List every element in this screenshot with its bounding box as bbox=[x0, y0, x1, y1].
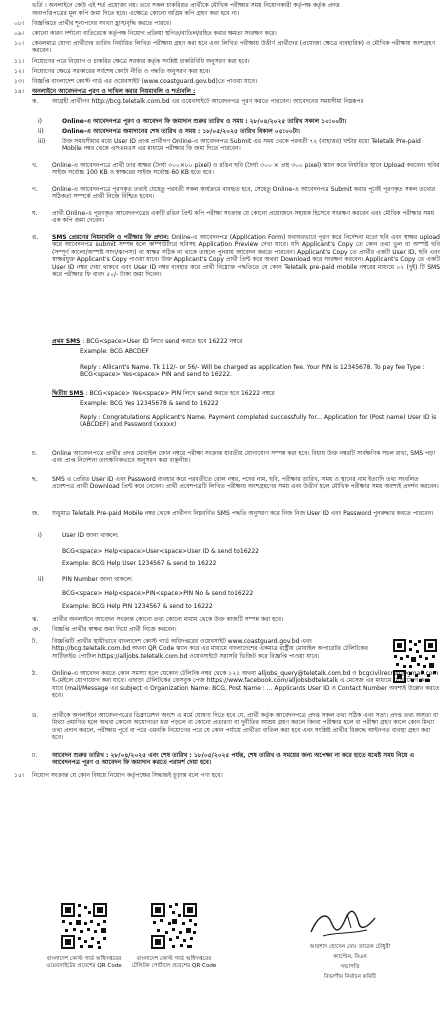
final-decision-line: নিয়োগ সংক্রান্ত যে কোন বিষয়ে নিয়োগ কর্তৃপক্ষের সিদ্ধান্তই চূড়ান্ত বলে গণ্য হবে। bbox=[32, 772, 223, 779]
sms-2-example: Example: BCG Yes 12345678 & send to 16222 bbox=[80, 400, 219, 407]
info-accuracy-line: Online-এ আবেদনপত্রে পূরণকৃত তথ্যই যেহেতু পরবর্তী সকল কার্যক্রমে ব্যবহৃত হবে, সেহেতু Online-এ আবেদনপত্র Submit করার পূর্বেই পূরণকৃত সকল তথ্যের সঠিকতা সম্পর্কে প্রার্থী নিজে নিশ্চিত হবেন। bbox=[52, 186, 436, 201]
helpline-line: Online-এ আবেদন করতে কোন সমস্যা হলে যেকোন টেলিটক নম্বর থেকে ১২১ অথবা alljobs_query@teletalk.com.bd ও bcgcivilrecruit@gmail.com ই-মেইলে যোগাযোগ করা যাবে। এছাড়া টেলিটকের ফেসবুক পেজ https://www.facebook.com/alljobsbdteletalk এ মেসেজ এর মাধ্যমে যোগাযোগ করা যাবে (mail/Message এর subject এ Organization Name: BCG, Post Name : ... Applicants User ID ও Contact Number অবশ্যই উল্লেখ করতে হবে। bbox=[52, 670, 440, 700]
sms-2-cmd: : BCG<space> Yes<space> PIN লিখে send করতে হবে 16222 নম্বরে bbox=[85, 390, 275, 397]
roman-i: i) bbox=[38, 118, 43, 125]
sub-label-gha: ঘ. bbox=[32, 210, 38, 217]
qr-code-teletalk bbox=[150, 902, 198, 950]
sub-label-ca: চ. bbox=[32, 450, 38, 457]
pin-title: PIN Number জানা থাকলে: bbox=[62, 576, 133, 583]
item-a-intro: আগ্রহী প্রার্থীগণ http://bcg.teletalk.com.bd এর ওয়েবসাইটে আবেদনপত্র পূরণ করতে পারবেন। আবেদনের সময়সীমা নিম্নরূপঃ bbox=[52, 98, 364, 105]
item-number-14: ১৪। bbox=[14, 88, 24, 95]
pin-cmd: BCG<space> Help<space>PIN<space>PIN No & send to16222 bbox=[62, 590, 254, 597]
item-number: ১৩। bbox=[14, 78, 24, 85]
declaration-line: প্রার্থীকে অনলাইনে আবেদনপত্রের ডিক্লারেশন অংশে এ মর্মে ঘোষণা দিতে হবে যে, প্রার্থী কর্তৃক আবেদনপত্রে প্রদত্ত সকল তথ্য সঠিক এবং সত্য। প্রদত্ত তথ্য অসত্য বা মিথ্যা প্রমাণিত হলে অথবা কোনো অযোগ্যতা ধরা পড়লে বা কোনো প্রতারণা বা দুর্নীতির আশ্রয় গ্রহণ করলে কিংবা পরীক্ষার হলে বা পরীক্ষা গ্রহণ কালে কোন মিথ্যা তথ্য প্রদান করলে, পরীক্ষার পূর্বে বা পরে এমনকি নিয়োগের পরে যে কোন পর্যায়ে প্রার্থীতা বাতিল করা হবে এবং সংশ্লিষ্ট প্রার্থীর বিরুদ্ধে আইনগত ব্যবস্থা গ্রহণ করা হবে। bbox=[52, 712, 439, 742]
sms-1-label: প্রথম SMS bbox=[52, 338, 81, 345]
roman-ii-b: ii) bbox=[38, 576, 44, 583]
top-line-7: বিজ্ঞপ্তি বাংলাদেশ কোস্ট গার্ড এর ওয়েবসাইট (www.coastguard.gov.bd)তে পাওয়া যাবে। bbox=[32, 78, 258, 85]
roman-iii: iii) bbox=[38, 138, 46, 145]
top-line-6: নিয়োগের ক্ষেত্রে সরকারের সর্বশেষ কোটা নীতি ও পদ্ধতি অনুসরণ করা হবে। bbox=[32, 68, 211, 75]
sms-2-reply: Reply : Congratulations Applicant's Name. Payment completed successfully for... Application for (Post name) User ID is (ABCDEF) and Password (xxxxx) bbox=[80, 414, 437, 429]
info-line-jha: প্রার্থীর অনলাইনে আবেদন সংক্রান্ত কোনো তথ্য কোনো মাধ্যম থেকে উক্ত কাজটি সম্পন্ন করা হবে। bbox=[52, 616, 284, 623]
sub-label-ta: ট. bbox=[32, 638, 38, 645]
sub-label-ka: ক. bbox=[32, 98, 39, 105]
top-line-4: কেবলমাত্র যোগ্য প্রার্থীদের তারিখ নির্ধারিত লিখিত পরীক্ষায় গ্রহণ করা হবে এবং লিখিত পরীক্ষায় উত্তীর্ণ প্রার্থীদের (প্রযোজ্য ক্ষেত্রে ব্যবহারিক) ও মৌখিক পরীক্ষায় অংশগ্রহণ করবেন। bbox=[32, 40, 436, 55]
pin-example: Example: BCG Help PIN 1234567 & send to 16222 bbox=[62, 603, 213, 610]
signatory-name: আরশাদ হোসেন মোঃ তারেক চৌধুরী bbox=[309, 944, 391, 950]
signatory-committee: বিভাগীয় নির্বাচন কমিটি bbox=[324, 974, 376, 980]
recovery-line: শুধুমাত্র Teletalk Pre-paid Mobile নম্বর থেকে প্রার্থীগণ নিম্নবর্ণিত SMS পদ্ধতি অনুসরণ করে নিজ নিজ User ID এবং Password পুনরুদ্ধার করতে পারবেন। bbox=[52, 510, 434, 517]
sub-label-ja: জ. bbox=[32, 510, 40, 517]
sms-1-example: Example: BCG ABCDEF bbox=[80, 348, 149, 355]
item-number: ১১। bbox=[14, 58, 24, 65]
sub-label-nya: ঞ. bbox=[32, 626, 41, 633]
sms-section bbox=[52, 234, 440, 278]
roman-i-b: i) bbox=[38, 532, 43, 539]
end-date-line: Online-এ আবেদনপত্র জমাদানের শেষ তারিখ ও সময় : ১৮/০৫/২০২৫ তারিখ বিকাল ০৫:০০টা। bbox=[62, 128, 300, 135]
sms-paragraph: Online-এ আবেদনপত্র (Application Form) যথাযথভাবে পূরণ করে নির্দেশনা মতো ছবি এবং স্বাক্ষর upload করে আবেদনপত্র submit সম্পন্ন হলে কম্পিউটারে ছবিসহ Application Preview দেখা যাবে। যদি Applicant's Copy তে কোন তথ্য ভুল বা অস্পষ্ট ছবি (সম্পূর্ণ কালো/অস্পষ্ট সাদা/ঝাপসা) বা স্বাক্ষর সঠিক না থাকে তাহলে পুনরায় আবেদন করতে পারবেন। Applicant's Copy তে প্রার্থীর একটি User ID, ছবি এবং স্বাক্ষরযুক্ত Applicant's Copy পাওয়া যাবে। উক্ত Applicant's Copy প্রার্থী প্রিন্ট করে অথবা Download করে সংরক্ষণ করবেন। Applicant's Copy তে একটি User ID নম্বর দেয়া থাকবে এবং User ID নম্বর ব্যবহার করে প্রার্থী নিম্নোক্ত পদ্ধতিতে যে কোন Teletalk pre-paid mobile নম্বরের মাধ্যমে ০২ (দুই) টি SMS করে পরীক্ষার ফি বাবদ ৫০/- টাকা জমা দিবেন। bbox=[52, 234, 440, 279]
print-copy-line: প্রার্থী Online-এ পূরণকৃত আবেদনপত্রের একটি রঙিন প্রিন্ট কপি পরীক্ষা সংক্রান্ত যে কোনো প্রয়োজনে সহায়ক হিসেবে সংরক্ষণ করবেন এবং মৌখিক পরীক্ষার সময় এক কপি জমা দেবেন। bbox=[52, 210, 435, 225]
top-line-2: বিজ্ঞপ্তিতে প্রার্থীর শূন্যপদের সংখ্যা হ্রাস/বৃদ্ধি করতে পারবে। bbox=[32, 20, 172, 27]
fee-window-line: উক্ত সময়সীমার মধ্যে User ID প্রাপ্ত প্রার্থীগণ Online-এ আবেদনপত্র Submit এর সময় থেকে পরবর্তী ৭২ (বাহাত্তর) ঘন্টার মধ্যে Teletalk Pre-paid Mobile নম্বর থেকে এসএমএস এর মাধ্যমে পরীক্ষার ফি জমা দিতে পারবেন। bbox=[62, 138, 421, 153]
userid-example: Example: BCG Help User 1234567 & send to 16222 bbox=[62, 560, 217, 567]
sub-label-umo: ঙ. bbox=[32, 234, 39, 241]
signatory-role: সভাপতি bbox=[340, 964, 360, 970]
top-line-0: ভর্তি । অনলাইনে কেউ এই শর্ত প্রযোজ্য নয়। তবে সকল চাকরিরত প্রার্থীকে মৌখিক পরীক্ষার সময় নিয়োগকারী কর্তৃপক্ষ কর্তৃক প্রদত্ত bbox=[32, 2, 340, 9]
admit-card-line: SMS এ প্রেরিত User ID এবং Password ব্যবহার করে পরবর্তীতে রোল নম্বর, পদের নাম, ছবি, পরীক্ষার তারিখ, সময় ও স্থানের নাম ইত্যাদি তথ্য সংবলিত প্রবেশপত্র প্রার্থী Download প্রিন্ট করে নেবেন। প্রার্থী প্রবেশপত্রটি লিখিত পরীক্ষায় অংশগ্রহণের সময় এবং উত্তীর্ণ হলে মৌখিক পরীক্ষার সময় অবশ্যই প্রদর্শন করবেন। bbox=[52, 476, 439, 491]
signature bbox=[305, 908, 385, 940]
qr-caption-website: বাংলাদেশ কোস্ট গার্ড অধিদপ্তরের ওয়েবসাইটের প্রবেশের QR Code bbox=[46, 956, 122, 969]
userid-cmd: BCG<space> Help<space>User<space>User ID & send to16222 bbox=[62, 548, 259, 555]
section-14-title: অনলাইনে আবেদনপত্র পূরণ ও দাখিল করার নিয়মাবলি ও শর্তাবলি : bbox=[32, 88, 196, 95]
sms-2-line bbox=[52, 390, 440, 397]
info-line-nya: বিজ্ঞপ্তি প্রার্থীর স্বাক্ষর জমা দিয়ে প্রার্থী নিজে করবেন। bbox=[52, 626, 177, 633]
top-line-5: নিয়োগের পরে নিয়োগ ও চাকরির ক্ষেত্রে সরকার কর্তৃক সংশ্লিষ্ট চাকরিবিধি অনুসরণ করা হবে। bbox=[32, 58, 250, 65]
mobile-contact-line: Online আবেদনপত্রে প্রার্থীর প্রদত্ত মোবাইল ফোন নম্বরে পরীক্ষা সংক্রান্ত যাবতীয় যোগাযোগ সম্পন্ন করা হবে। বিধায় উক্ত নম্বরটি সার্বক্ষণিক সচল রাখা, SMS পড়া এবং প্রাপ্ত নির্দেশনা তাৎক্ষণিকভাবে অনুসরণ করা বাঞ্ছনীয়। bbox=[52, 450, 436, 465]
deadline-line: আবেদন শুরুর তারিখ : ২৮/০৪/২০২৫ এবং শেষ তারিখ : ১৮/০৫/২০২৫ পর্যন্ত, শেষ তারিখ ও সময়ের জন্য অপেক্ষা না করে হাতে যথেষ্ট সময় নিয়ে এ আবেদনপত্র পূরণ ও আবেদন ফি জমাদান করতে পরামর্শ দেয়া হবে। bbox=[52, 752, 415, 767]
website-line: বিজ্ঞপ্তিটি প্রার্থীর স্থায়ীভাবে বাংলাদেশ কোস্ট গার্ড অধিদপ্তরের ওয়েবসাইট www.coastguard.gov.bd এবং http://bcg.teletalk.com.bd অথবা QR Code স্ক্যান করে এর মাধ্যমে বাংলাদেশের একমাত্র রাষ্ট্রীয় মোবাইল অপারেটর টেলিটকের সার্টিফাইড পোর্টাল https://alljobs.teletalk.com.bd ওয়েবসাইটে সরাসরি ভিজিট করে বিজ্ঞপ্তি পাওয়া যাবে। bbox=[52, 638, 368, 660]
sms-title: SMS প্রেরণের নিয়মাবলি ও পরীক্ষার ফি প্রদান: bbox=[52, 234, 170, 241]
item-number: ১২। bbox=[14, 68, 24, 75]
userid-title: User ID জানা থাকলে: bbox=[62, 532, 119, 539]
sub-label-da: ড. bbox=[32, 712, 39, 719]
sub-label-cha: ছ. bbox=[32, 476, 38, 483]
top-line-3: কোনো কারণ দর্শানো ব্যতিরেকে কর্তৃপক্ষ নিয়োগ প্রক্রিয়া স্থগিত/বাতিল/রহিত করার ক্ষমতা সংরক্ষণ করে। bbox=[32, 30, 277, 37]
sms-2-label: দ্বিতীয় SMS bbox=[52, 390, 84, 397]
start-date-line: Online-এ আবেদনপত্র পূরণ ও আবেদন ফি জমাদান শুরুর তারিখ ও সময় : ২৮/০৪/২০২৫ তারিখ সকাল ১০:০০টা। bbox=[62, 118, 347, 125]
item-number-15: ১৫। bbox=[14, 772, 24, 779]
signatory-rank: ক্যাপ্টেন, বিএন bbox=[333, 954, 367, 960]
sub-label-kha: খ. bbox=[32, 162, 38, 169]
top-line-1: অনাপত্তিপত্রের মূল কপি জমা দিতে হবে। এক্ষেত্রে কোনো অগ্রিম কপি গ্রহণ করা হবে না। bbox=[32, 10, 240, 17]
sms-1-line bbox=[52, 338, 440, 345]
sms-1-cmd: : BCG<space>User ID লিখে send করতে হবে 16222 নম্বরে bbox=[82, 338, 243, 345]
sub-label-ga: গ. bbox=[32, 186, 38, 193]
sub-label-tha: ঠ. bbox=[32, 670, 38, 677]
sms-1-reply: Reply : Allicant's Name. Tk 112/- or 56/- Will be charged as application fee. Your PIN is 12345678. To pay fee Type : BCG<space> Yes<space> PIN and send to 16222. bbox=[80, 364, 425, 379]
roman-ii: ii) bbox=[38, 128, 44, 135]
photo-sign-line: Online-এ আবেদনপত্রে প্রার্থী তার স্বাক্ষর (দৈর্ঘ্য ৩০০×৮০ pixel) ও রঙিন ছবি (দৈর্ঘ্য ৩০০ × প্রস্থ ৩০০ pixel) স্ক্যান করে নির্ধারিত স্থানে Upload করবেন। ছবির সাইজ সর্বোচ্চ 100 KB ও স্বাক্ষরের সাইজ সর্বোচ্চ 60 KB হতে হবে। bbox=[52, 162, 440, 177]
qr-caption-teletalk: বাংলাদেশ কোস্ট গার্ড অধিদপ্তরের টেলিটক পোর্টালে প্রবেশের QR Code bbox=[131, 956, 217, 969]
qr-code-website bbox=[60, 902, 108, 950]
item-number: ১০। bbox=[14, 40, 24, 47]
sub-label-dha: ঢ. bbox=[32, 752, 38, 759]
sub-label-jha: ঝ. bbox=[32, 616, 39, 623]
item-number: ০৯। bbox=[14, 30, 24, 37]
item-number: ০৮। bbox=[14, 20, 24, 27]
